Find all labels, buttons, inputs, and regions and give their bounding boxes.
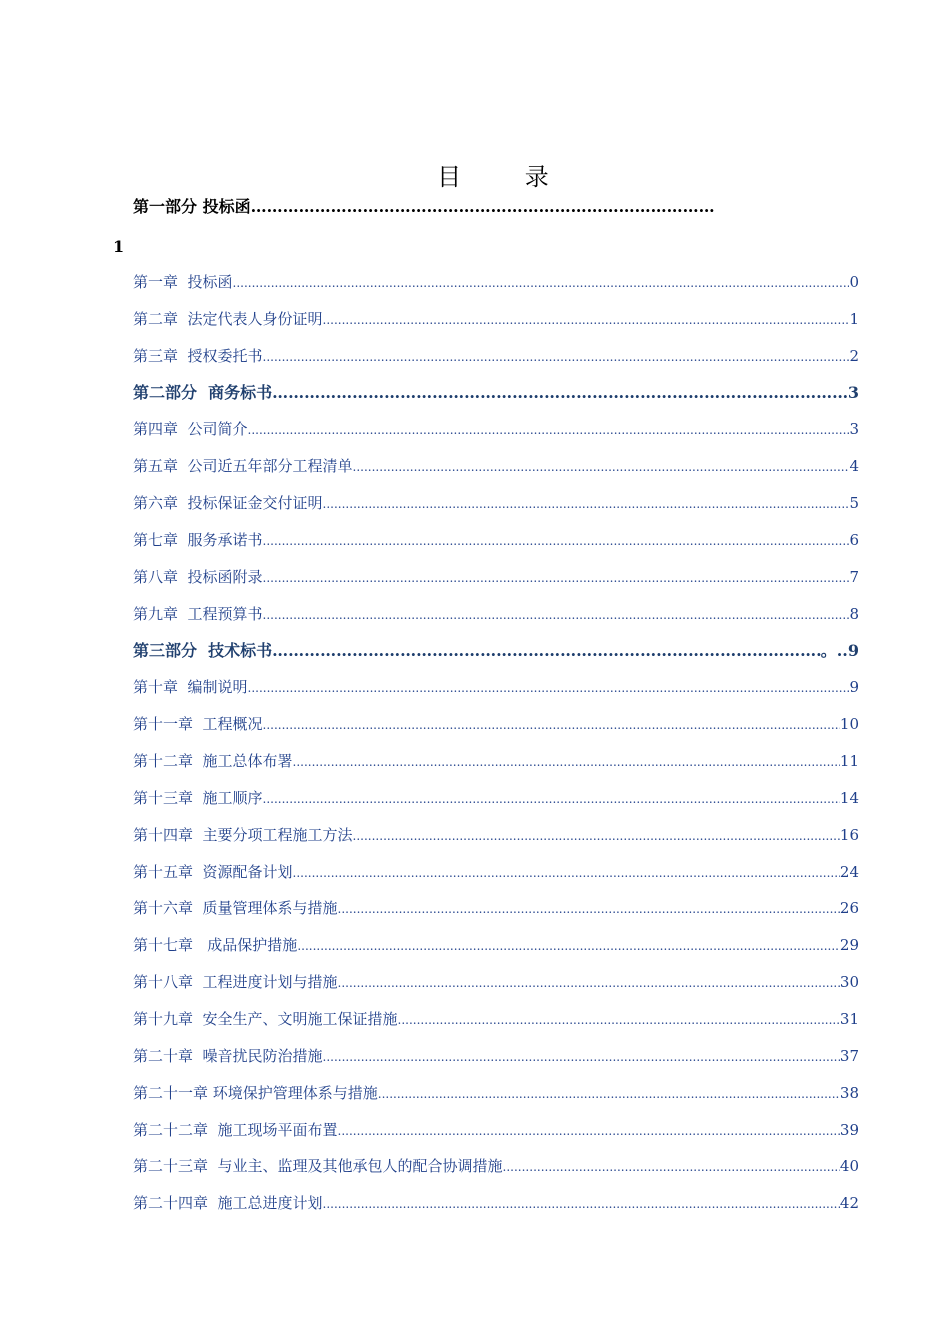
toc-part-heading[interactable] [133,382,859,404]
toc-entry-leader [248,419,850,441]
toc-entry[interactable] [133,713,859,735]
toc-entry-leader [293,862,840,884]
toc-entry-label: 第十章 编制说明 [133,678,248,697]
toc-entry-leader [378,1083,840,1105]
toc-entry-label: 第十五章 资源配备计划 [133,862,293,881]
toc-part1-label: 第一部分 投标函 [133,197,251,216]
toc-entry-leader [272,640,821,662]
toc-entry-leader [323,1046,840,1068]
toc-entry-page: 16 [839,825,859,844]
toc-entry-page: 11 [839,752,859,771]
toc-entry-label: 第二十四章 施工总进度计划 [133,1194,323,1213]
toc-entry-leader [297,935,840,957]
toc-entry-leader [353,825,840,847]
toc-entry[interactable] [133,934,859,956]
toc-entry-leader [323,309,850,331]
toc-entry-label: 第七章 服务承诺书 [133,530,263,549]
toc-entry-leader [353,456,850,478]
toc-entry-label: 第二十章 噪音扰民防治措施 [133,1046,323,1065]
toc-entry-page: 31 [839,1010,859,1028]
toc-entry-leader [263,714,840,736]
toc-entry-page: 10 [839,715,859,734]
toc-entry-label: 第十三章 施工顺序 [133,788,263,807]
toc-entry-label: 第三部分 技术标书 [133,640,273,660]
toc-entry[interactable] [133,861,859,883]
toc-part1-page: 1 [113,237,125,256]
toc-entry[interactable] [133,1119,859,1141]
toc-entry-leader [293,751,840,773]
toc-entry-page: 14 [839,788,859,807]
toc-entry-leader [263,346,850,368]
toc-entry-page: 39 [839,1120,859,1139]
toc-entry-page: 7 [849,567,859,586]
toc-entry-label: 第五章 公司近五年部分工程清单 [133,457,353,476]
toc-part1-dots: …………………………………………………………………………… [250,197,715,216]
toc-entry[interactable] [133,455,859,477]
toc-entry-page: 。..9 [820,640,859,660]
toc-entry[interactable] [133,971,859,993]
toc-entry-label: 第十六章 质量管理体系与措施 [133,899,338,918]
toc-entry[interactable] [133,1008,859,1030]
toc-entry-label: 第二部分 商务标书 [133,382,273,402]
toc-entry-page: 8 [849,604,859,623]
toc-entry-label: 第十一章 工程概况 [133,715,263,734]
toc-entry-leader [398,1009,840,1031]
toc-entry[interactable] [133,1045,859,1067]
toc-entry-page: 24 [839,862,859,881]
toc-entry[interactable] [133,676,859,698]
toc-entry-leader [263,604,850,626]
toc-entry-leader [263,567,850,589]
toc-entry-label: 第四章 公司简介 [133,420,248,439]
toc-entry-leader [272,382,848,404]
toc-entry-leader [338,972,840,994]
toc-entry-label: 第十四章 主要分项工程施工方法 [133,825,353,844]
toc-entry-leader [263,788,840,810]
toc-entry-label: 第十七章 成品保护措施 [133,936,298,955]
toc-entry-label: 第八章 投标函附录 [133,567,263,586]
toc-entry[interactable] [133,308,859,330]
toc-entry[interactable] [133,787,859,809]
toc-entry[interactable] [133,1155,859,1177]
toc-entry-label: 第二十三章 与业主、监理及其他承包人的配合协调措施 [133,1157,503,1176]
toc-entry-page: 6 [849,530,859,549]
toc-entry-page: 5 [849,494,859,513]
toc-entry-leader [503,1156,840,1178]
toc-entry[interactable] [133,492,859,514]
toc-entry[interactable] [133,1192,859,1214]
toc-entry[interactable] [133,824,859,846]
toc-entry[interactable] [133,345,859,367]
toc-entry[interactable] [133,529,859,551]
toc-entry-label: 第十八章 工程进度计划与措施 [133,973,338,992]
toc-title: 目 录 [437,163,577,191]
toc-entry-leader [248,677,850,699]
toc-entry-page: 0 [849,273,859,291]
toc-entry-page: 38 [839,1083,859,1102]
toc-entry[interactable] [133,603,859,625]
toc-entry[interactable] [133,750,859,772]
toc-entry-page: 37 [839,1046,859,1065]
toc-entry-page: 29 [839,936,859,955]
toc-entry-label: 第二十一章 环境保护管理体系与措施 [133,1083,378,1102]
toc-entry-leader [323,1193,840,1215]
toc-entry-label: 第一章 投标函 [133,273,233,291]
toc-entry-leader [338,1120,840,1142]
toc-entry-page: 3 [849,420,859,439]
toc-entry[interactable] [133,566,859,588]
toc-entry-page: 9 [849,678,859,697]
toc-part-heading[interactable] [133,640,859,662]
toc-entry-leader [263,530,850,552]
toc-entry-leader [233,272,850,294]
toc-entry-label: 第三章 授权委托书 [133,346,263,365]
toc-entry[interactable] [133,271,859,293]
toc-entry-page: 1 [849,309,859,328]
toc-entry-page: 4 [849,457,859,476]
toc-entry-label: 第十二章 施工总体布署 [133,752,293,771]
toc-entry-page: 2 [849,346,859,365]
toc-entry-label: 第十九章 安全生产、文明施工保证措施 [133,1010,398,1028]
toc-entry[interactable] [133,897,859,919]
toc-entry[interactable] [133,1082,859,1104]
toc-entry-leader [338,898,840,920]
toc-entry-label: 第六章 投标保证金交付证明 [133,494,323,513]
toc-entry-label: 第九章 工程预算书 [133,604,263,623]
toc-part1-heading[interactable] [133,196,833,218]
toc-entry-page: 42 [839,1194,859,1213]
toc-entry-label: 第二章 法定代表人身份证明 [133,309,323,328]
toc-entry-label: 第二十二章 施工现场平面布置 [133,1120,338,1139]
toc-entry-page: 3 [847,382,859,402]
toc-entry-page: 26 [839,899,859,918]
toc-entry-page: 40 [839,1157,859,1176]
toc-entry-leader [323,493,850,515]
toc-entry[interactable] [133,418,859,440]
toc-entry-page: 30 [839,973,859,992]
